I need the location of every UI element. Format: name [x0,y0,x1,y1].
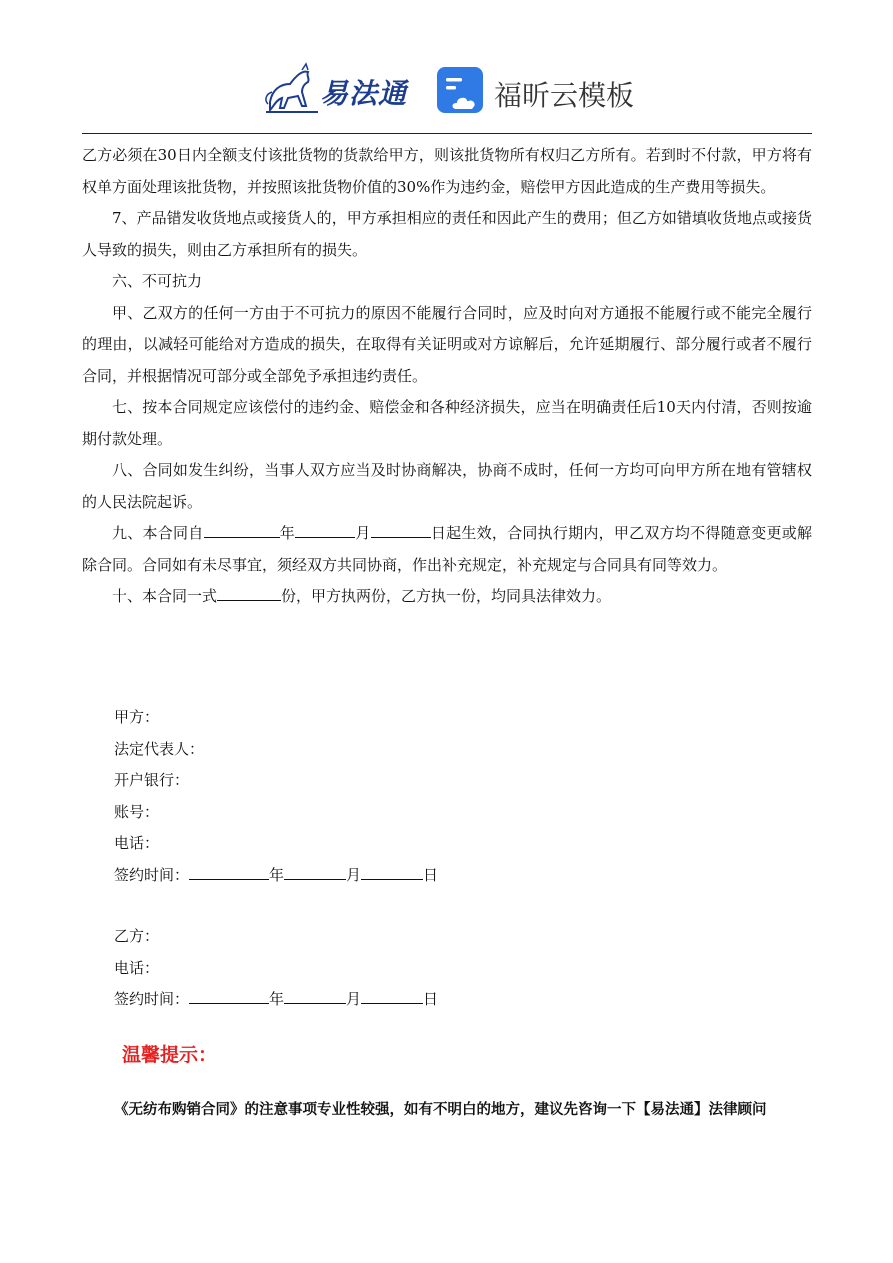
month-blank[interactable] [295,523,355,538]
clause-copies [82,581,812,613]
year-blank[interactable] [189,865,269,880]
clause-effective-date [82,518,812,581]
party-b-signature-block [114,921,438,1016]
month-blank[interactable] [284,989,346,1004]
clause-force-majeure: 甲、乙双方的任何一方由于不可抗力的原因不能履行合同时，应及时向对方通报不能履行或不能完全履行的理由，以减轻可能给对方造成的损失，在取得有关证明或对方谅解后，允许延期履行、部分履行或者不履行合同，并根据情况可部分或全部免予承担违约责任。 [82,303,812,385]
month-label: 月 [346,990,362,1008]
heading-force-majeure: 六、不可抗力 [112,272,203,290]
year-blank[interactable] [204,523,280,538]
clause-10-prefix: 十、本合同一式 [112,587,218,605]
day-blank[interactable] [371,523,431,538]
party-a-signature-block [114,702,438,891]
clause-9-year: 年 [279,524,296,542]
month-blank[interactable] [284,865,346,880]
clause-7: 7、产品错发收货地点或接货人的，甲方承担相应的责任和因此产生的费用；但乙方如错填收货地点或接货人导致的损失，则由乙方承担所有的损失。 [82,209,812,259]
day-blank[interactable] [361,989,423,1004]
party-b-label: 乙方： [114,927,160,945]
sign-time-label: 签约时间： [114,865,190,884]
contract-body [82,140,812,613]
party-b-phone-label: 电话： [114,958,160,977]
clause-9-month: 月 [355,524,371,542]
day-label: 日 [423,990,439,1008]
party-a-rep-label: 法定代表人： [114,739,205,758]
day-label: 日 [423,865,439,884]
party-a-phone-label: 电话： [114,834,160,852]
party-b-sign-time [114,984,438,1016]
page-header [0,58,893,128]
clause-10-suffix: 份，甲方执两份，乙方执一份，均同具法律效力。 [281,587,612,605]
month-label: 月 [346,865,362,884]
warm-tip-title: 温馨提示： [122,1044,218,1066]
party-a-account-label: 账号： [114,802,160,821]
party-a-sign-time [114,860,438,892]
year-label: 年 [269,865,285,884]
clause-9-prefix: 九、本合同自 [112,524,204,542]
clause-compensation: 七、按本合同规定应该偿付的违约金、赔偿金和各种经济损失，应当在明确责任后10天内付清，否则按逾期付款处理。 [82,398,812,448]
cloud-document-icon [436,66,486,118]
clause-disputes: 八、合同如发生纠纷，当事人双方应当及时协商解决，协商不成时，任何一方均可向甲方所在地有管辖权的人民法院起诉。 [82,461,812,511]
yifatong-logo [262,62,412,118]
copies-blank[interactable] [217,586,281,601]
warm-tip-text: 《无纺布购销合同》的注意事项专业性较强，如有不明白的地方，建议先咨询一下【易法通】法律顾问 [114,1101,767,1118]
year-blank[interactable] [189,989,269,1004]
foxit-template-logo-text: 福昕云模板 [494,79,635,112]
year-label: 年 [269,990,285,1008]
party-a-label: 甲方： [114,708,160,726]
party-a-bank-label: 开户银行： [114,771,190,789]
clause-payment-continued: 乙方必须在30日内全额支付该批货物的货款给甲方，则该批货物所有权归乙方所有。若到时不付款，甲方将有权单方面处理该批货物，并按照该批货物价值的30%作为违约金，赔偿甲方因此造成的生产费用等损失。 [82,146,812,196]
horse-emblem-icon [262,62,322,118]
sign-time-label: 签约时间： [114,990,190,1008]
clause-9-suffix: 日起生效，合同执行期内，甲乙双方均不得随意变更或解除合同。合同如有未尽事宜，须经双方共同协商，作出补充规定，补充规定与合同具有同等效力。 [82,524,812,574]
foxit-template-logo [436,66,636,122]
header-divider [82,133,812,134]
day-blank[interactable] [361,865,423,880]
yifatong-logo-text: 易法通 [320,77,408,110]
